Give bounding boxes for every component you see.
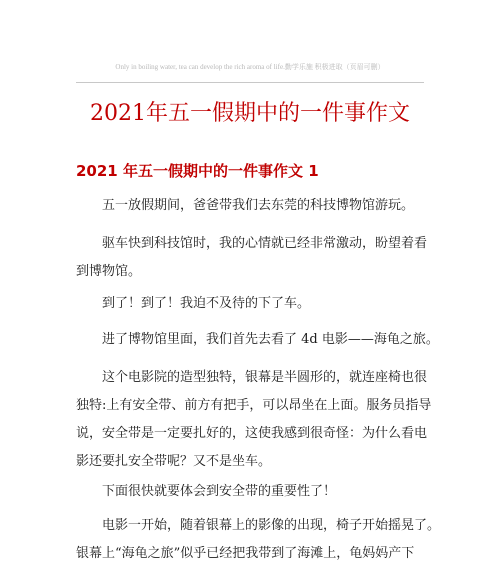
paragraph bbox=[76, 230, 428, 286]
header-divider bbox=[76, 82, 424, 83]
paragraph-line: 这个电影院的造型独特，银幕是半圆形的，就连座椅也很 bbox=[102, 370, 428, 385]
paragraph-line: 电影一开始，随着银幕上的影像的出现，椅子开始摇晃了。 bbox=[102, 518, 441, 533]
paragraph-line: 独特:上有安全带、前方有把手，可以昂坐在上面。服务员指导 bbox=[76, 398, 432, 413]
page-header-tagline: Only in boiling water, tea can develop the rich aroma of life.勤学乐施 积极进取（页眉可删） bbox=[115, 63, 385, 71]
paragraph-line: 进了博物馆里面，我们首先去看了 4d 电影——海龟之旅。 bbox=[102, 332, 439, 347]
paragraph-line: 说，安全带是一定要扎好的，这使我感到很奇怪：为什么看电 bbox=[76, 426, 428, 441]
paragraph bbox=[76, 512, 441, 568]
paragraph bbox=[76, 290, 428, 318]
paragraph-line: 驱车快到科技馆时，我的心情就已经非常激动，盼望着看 bbox=[102, 236, 428, 251]
paragraph bbox=[76, 326, 439, 354]
paragraph-line: 影还要扎安全带呢？又不是坐车。 bbox=[76, 454, 272, 469]
paragraph bbox=[76, 364, 432, 476]
paragraph-line: 下面很快就要体会到安全带的重要性了！ bbox=[102, 484, 337, 499]
paragraph-line: 银幕上“海龟之旅”似乎已经把我带到了海滩上，龟妈妈产下 bbox=[76, 546, 415, 561]
paragraph-line: 到了！到了！我迫不及待的下了车。 bbox=[102, 296, 311, 311]
paragraph bbox=[76, 478, 428, 506]
document-title: 2021年五一假期中的一件事作文 bbox=[90, 101, 410, 126]
paragraph-line: 五一放假期间，爸爸带我们去东莞的科技博物馆游玩。 bbox=[102, 198, 415, 213]
paragraph bbox=[76, 192, 428, 220]
section-heading: 2021 年五一假期中的一件事作文 1 bbox=[76, 162, 319, 180]
paragraph-line: 到博物馆。 bbox=[76, 264, 142, 279]
